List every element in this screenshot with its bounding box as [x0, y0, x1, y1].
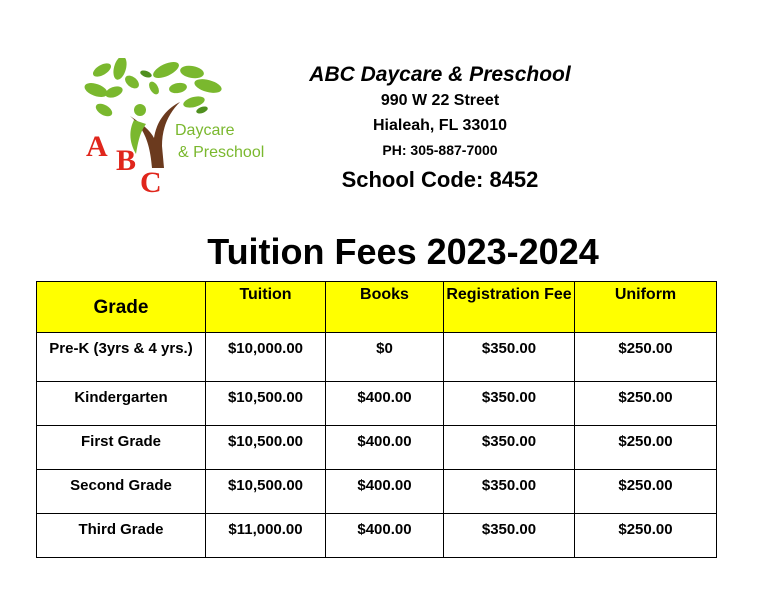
table-row	[37, 426, 717, 470]
column-header-tuition: Tuition	[206, 282, 326, 333]
books-cell: $400.00	[326, 470, 444, 514]
uniform-cell: $250.00	[575, 333, 717, 382]
tuition-cell: $10,500.00	[206, 470, 326, 514]
grade-cell: Pre-K (3yrs & 4 yrs.)	[37, 333, 206, 382]
books-cell: $400.00	[326, 382, 444, 426]
tuition-cell: $11,000.00	[206, 514, 326, 558]
registration-fee-cell: $350.00	[444, 426, 575, 470]
uniform-cell: $250.00	[575, 382, 717, 426]
grade-cell: Kindergarten	[37, 382, 206, 426]
logo-daycare-text: Daycare	[175, 122, 235, 139]
tuition-cell: $10,500.00	[206, 382, 326, 426]
tuition-cell: $10,500.00	[206, 426, 326, 470]
table-row	[37, 514, 717, 558]
grade-cell: First Grade	[37, 426, 206, 470]
street-address: 990 W 22 Street	[380, 92, 500, 109]
registration-fee-cell: $350.00	[444, 514, 575, 558]
school-code: School Code: 8452	[341, 167, 539, 192]
grade-cell: Second Grade	[37, 470, 206, 514]
logo-letter-a: A	[86, 130, 108, 163]
registration-fee-cell: $350.00	[444, 470, 575, 514]
column-header-grade: Grade	[37, 282, 206, 333]
grade-cell: Third Grade	[37, 514, 206, 558]
city-address: Hialeah, FL 33010	[373, 117, 507, 134]
books-cell: $0	[326, 333, 444, 382]
phone-number: PH: 305-887-7000	[382, 142, 498, 158]
books-cell: $400.00	[326, 514, 444, 558]
logo-preschool-text: & Preschool	[178, 144, 265, 161]
registration-fee-cell: $350.00	[444, 333, 575, 382]
school-logo	[82, 58, 267, 198]
table-row	[37, 333, 717, 382]
table-row	[37, 470, 717, 514]
tuition-cell: $10,000.00	[206, 333, 326, 382]
page-title: Tuition Fees 2023-2024	[207, 231, 599, 272]
registration-fee-cell: $350.00	[444, 382, 575, 426]
tuition-table	[36, 281, 717, 558]
column-header-books: Books	[326, 282, 444, 333]
uniform-cell: $250.00	[575, 514, 717, 558]
school-header	[290, 62, 590, 195]
uniform-cell: $250.00	[575, 426, 717, 470]
books-cell: $400.00	[326, 426, 444, 470]
column-header-uniform: Uniform	[575, 282, 717, 333]
table-row	[37, 382, 717, 426]
logo-letter-c: C	[140, 166, 162, 198]
column-header-registration-fee: Registration Fee	[444, 282, 575, 333]
logo-letter-b: B	[116, 144, 137, 177]
table-header-row	[37, 282, 717, 333]
uniform-cell: $250.00	[575, 470, 717, 514]
school-name: ABC Daycare & Preschool	[309, 63, 571, 86]
